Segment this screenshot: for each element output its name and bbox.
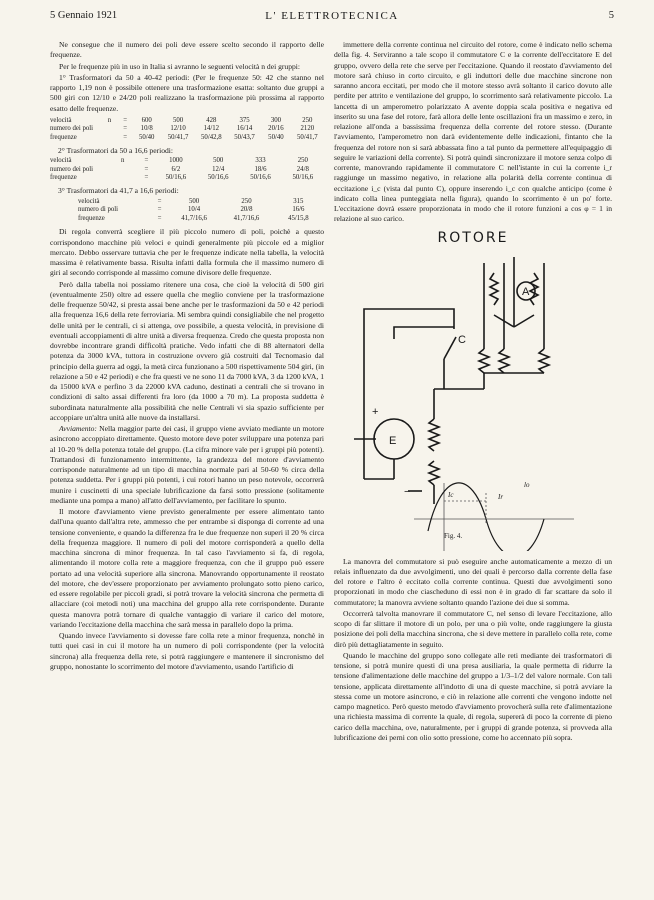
section-lead: Avviamento:	[59, 424, 97, 434]
figure-caption: Fig. 4.	[444, 531, 463, 540]
paragraph: Ne consegue che il numero dei poli deve essere scelto secondo il rapporto delle frequenze.	[50, 40, 324, 60]
table-row: numero dei poli = 10/8 12/10 14/12 16/14 20/16 2120	[50, 125, 315, 133]
page-number: 5	[608, 10, 614, 21]
paragraph: Occorrerà talvolta manovrare il commutatore C, nel senso di levare l'eccitazione, allo scopo di far slittare il motore di un polo, per una o più volte, onde raggiungere la giusta posizione dei poli della macchina sincrona, che si deve mettere in parallelo colla rete, come dirò più dettagliatamente in seguito.	[334, 608, 612, 649]
rotor-winding	[490, 273, 498, 305]
journal-title: L' ELETTROTECNICA	[265, 10, 399, 22]
lo-label: lo	[524, 480, 530, 489]
commutator-switch	[444, 337, 456, 359]
table-row: velocità n = 1000 500 333 250	[50, 157, 308, 165]
table-title: 2° Trasformatori da 50 a 16,6 periodi:	[58, 145, 174, 155]
rheostat	[479, 349, 489, 373]
table-2	[50, 147, 324, 183]
figure-4	[334, 229, 612, 551]
issue-date: 5 Gennaio 1921	[50, 10, 118, 21]
field-rheostat	[429, 419, 439, 451]
table-row: frequenze = 41,7/16,6 41,7/16,6 45/15,8	[78, 214, 309, 222]
ammeter-label: A	[522, 285, 530, 298]
rheostat	[539, 349, 549, 373]
rheostat	[499, 349, 509, 373]
paragraph: Quando le macchine del gruppo sono collegate alle reti mediante dei trasformatori di tensione, si potrà munire questi di una presa ausiliaria, la quale permetta di ridurre la tensione d'alimentazione delle macchine del gruppo a 1/3–1/2 del valore normale. Con tali tensione, applicata direttamente all'indotto di una di queste macchine, si potrà avviare la stessa come un motore asincrono, e ciò in relazione alle correnti che vengono indotte nel campo magnetico. Però questo metodo d'avviamento provocherà sulla rete d'alimentazione una richiesta massima di corrente la quale, di regola, supererà di poco la corrente di pieno carico della macchina, ove, naturalmente, per i gruppi di grande potenza, si provveda alla lubrificazione dei perni con olio sotto pressione, come ho accennato più sopra.	[334, 650, 612, 742]
plus-sign: +	[372, 405, 379, 418]
left-column	[50, 40, 324, 673]
paragraph: Il motore d'avviamento viene previsto generalmente per essere alimentato tanto dall'una quanto dall'altra rete, ammesso che per entrambe si disponga di corrente ad una tensione conveniente, e quando la differenza fra le due frequenze non superi il 20 % circa della frequenza maggiore. Il numero di poli del motore corrisponderà a quello della macchina sincrona di minor frequenza. In tal caso l'avviamento si fa, di regola, alimentando il motore colla rete a maggiore frequenza, con che il gruppo può essere portato ad una velocità superiore alla sincrona. Manovrando opportunamente il reostato del motore, che dev'essere proporzionato per avviamento prolungato sotto pieno carico, ed essere regolabile per piccoli gradi, si potrà trovare la velocità sincrona che permetta di allacciare (coi metodi noti) una macchina del gruppo alla rete corrispondente. Durante questa manovra potrà tornare di qualche vantaggio di variare il carico del motore, variando l'eccitazione della macchina che sarà messa in parallelo dopo la prima.	[50, 507, 324, 629]
table-row: numero dei poli = 6/2 12/4 18/6 24/8	[50, 165, 309, 173]
ic-label: Ic	[448, 490, 454, 499]
table-row: numero di poli = 10/4 20/8 16/6	[78, 206, 305, 214]
paragraph: Di regola converrà scegliere il più piccolo numero di poli, poichè a questo corrispondono macchine più veloci e quindi generalmente più piccole ed a miglior mercato. Debbo osservare tuttavia che per le frequenze indicate nella tabella, la velocità massima è relativamente bassa. Risulta infatti dalla formula che il massimo numero di giri al secondo corrisponde al massimo comune divisore delle frequenze.	[50, 227, 324, 278]
paragraph: Però dalla tabella noi possiamo ritenere una cosa, che cioè la velocità di 500 giri (eventualmente 250) oltre ad essere quella che meglio conviene per la trasformazione delle frequenze 50/42, si presta assai bene anche per le trasformazioni da 50 e 42 periodi alla frequenza 16,6 della rete ferroviaria. Mi sembra quindi consigliabile che nel progetto delle unità per le centrali, ci si attenga, ove possibile, a questa velocità, in previsione di eventuali accoppiamenti di altre unità a diversa frequenza. Credo che questa proposta non dovrebbe incontrare grandi difficoltà pratiche. Vedo infatti che di 88 alternatori della potenza da 3000 kVA, tuttora in costruzione ovvero già costruiti dal Tecnomasio dal principio della guerra ad oggi, la metà circa funzionano a 500 rispettivamente 504 giri, (in relazione a 50 e 42 periodi) e che fra questi ve ne sono 11 da 7000 kVA, 3 da 1200 kVA, 1 da 15000 kVA e perfino 3 da 22000 kVA caduno, destinati a centrali che si trovano in condizioni di salto assai differenti fra loro (da 1000 a 70 m). La proposta suddetta è subordinata naturalmente alla possibilità che nelle Centrali vi sia spazio sufficiente per accoppiare un'altra unità alle nuove da installarsi.	[50, 279, 324, 422]
circuit-diagram	[334, 229, 612, 551]
table-row: frequenze = 50/16,6 50/16,6 50/16,6 50/16,6	[50, 174, 314, 182]
right-column	[334, 40, 612, 744]
paragraph: La manovra del commutatore si può eseguire anche automaticamente a mezzo di un relais influenzato da due avvolgimenti, uno dei quali è percorso dalla corrente della fase del rotore e l'altro è eccitato colla corrente continua. Questi due avvolgimenti sono proporzionati in modo che ciascheduno di essi non è in grado di far scattare da solo il commutatore; la manovra avviene soltanto quando l'azione dei due si somma.	[334, 556, 612, 607]
exciter-label: E	[389, 434, 397, 447]
field-rheostat	[429, 461, 439, 485]
commutator-label: C	[458, 333, 466, 346]
table-row: velocità n = 600 500 428 375 300 250	[50, 116, 313, 124]
table-row: frequenze = 50/40 50/41,7 50/42,8 50/43,7 50/40 50/41,7	[50, 133, 318, 141]
paragraph: 1° Trasformatori da 50 a 40-42 periodi: (Per le frequenze 50: 42 che stanno nel rapporto 1,19 non è possibile ottenere una trasformazione esatta: soltanto due gruppi a 500 giri con 12/10 e 24/20 poli realizzano la trasformazione più prossima al rapporto esatto delle frequenze.	[50, 72, 324, 113]
paragraph: Avviamento: Nella maggior parte dei casi, il gruppo viene avviato mediante un motore asincrono accoppiato direttamente. Questo motore deve poter sviluppare una potenza pari al 10-20 % della potenza totale del gruppo. (La cifra minore vale per i gruppi più potenti). Trattandosi di funzionamento intermittente, la grandezza del motore d'avviamento corrisponde naturalmente ad un tipo di macchina normale pari al 50-60 % circa della potenza suddetta. Per i gruppi più potenti, i cui rotori hanno un peso notevole, occorrerà munire i cuscinetti di una speciale lubrificazione da farsi sotto pressione (solitamente mediante una pompa a mano) all'atto dell'avviamento, per facilitare lo spunto.	[50, 424, 324, 505]
minus-sign: −	[404, 485, 411, 498]
page-header	[50, 10, 614, 26]
table-1	[50, 117, 324, 143]
table-title: 3° Trasformatori da 41,7 a 16,6 periodi:	[58, 185, 179, 195]
paragraph: Per le frequenze più in uso in Italia si avranno le seguenti velocità n dei gruppi:	[59, 61, 301, 71]
table-row: velocità = 500 250 315	[78, 197, 304, 205]
table-3	[50, 187, 324, 223]
figure-title: ROTORE	[437, 229, 509, 246]
paragraph: immettere della corrente continua nel circuito del rotore, come è indicato nello schema della fig. 4. Serviranno a tale scopo il commutatore C e la corrente dell'eccitatore E del gruppo, ovvero della rete che serve per l'eccitazione. Quando il reostato d'avviamento del motore sarà chiuso in corto circuito, e gli induttori delle due macchine sincrone non saranno ancora eccitati, per modo che il motore stesso avrà soltanto il carico dovuto alle perdite per attrito e ventilazione del gruppo, lo scorrimento sarà relativamente piccolo. La lancetta di un amperometro polarizzato A avente doppia scala positiva e negativa ed inserito su una fase del rotore, farà allora delle lente oscillazioni fra un massimo e zero, in relazione all'onda a bassissima frequenza della corrente del rotore stesso. (Durante l'avviamento, l'amperometro non darà evidentemente delle indicazioni, fintanto che la frequenza del rotore non si sarà abbassata fino a tal punto da permettere all'equipaggio di seguire le variazioni della corrente). Si potrà quindi sincronizzare il motore senza colpo di corrente, manovrando rapidamente il commutatore C nell'istante in cui la corrente i_r raggiunge un massimo negativo, in relazione alla polarità della corrente continua di eccitazione i_c (vista dal punto C), oppure inserendo i_c con qualche anticipo (come è indicato colla linea punteggiata nella figura), quando lo scorrimento è un po' forte. L'eccitazione dovrà essere proporzionata in modo che il rotore funzioni a cos φ = 1 in relazione al suo carico.	[334, 40, 612, 224]
ir-label: Ir	[498, 492, 504, 501]
paragraph: Quando invece l'avviamento si dovesse fare colla rete a minor frequenza, nonchè in tutti quei casi in cui il motore ha un numero di poli corrispondente (per la velocità sincrona) alla frequenza della rete, si potrà raggiungere e mantenere il sincronismo del gruppo, nonostante lo scorrimento del motore d'avviamento, usando l'artificio di	[50, 631, 324, 671]
